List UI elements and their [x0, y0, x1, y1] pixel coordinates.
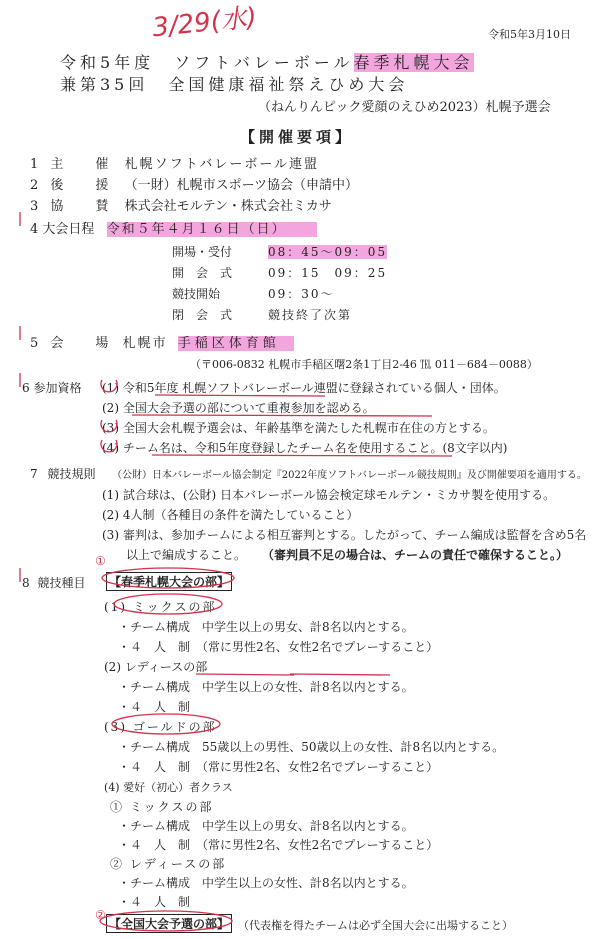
schedule-value: 09：30～ — [268, 287, 335, 301]
item-label: 主 催 — [50, 157, 111, 172]
item-no: 1 — [30, 157, 39, 172]
event-line-7: (3) ゴールドの部 — [104, 720, 217, 734]
rules-line-5: （審判員不足の場合は、チームの責任で確保すること。） — [262, 548, 569, 562]
item-no: 2 — [30, 178, 39, 193]
event-line-9: ・４ 人 制 （常に男性2名、女性2名でプレーすること） — [118, 760, 439, 774]
event-line-14: ② レディースの部 — [110, 857, 227, 871]
event-line-13: ・４ 人 制 （常に男性2名、女性2名でプレーすること） — [118, 838, 439, 852]
item-no: 6 — [22, 381, 30, 395]
event-line-16: ・４ 人 制 — [118, 895, 191, 909]
item-label: 参加資格 — [33, 381, 82, 395]
spring-header: 【春季札幌大会の部】 — [106, 572, 232, 591]
annotation-circle-2: ② — [95, 908, 106, 922]
item-no: 7 — [30, 467, 38, 481]
schedule-key: 競技開始 — [172, 287, 221, 301]
schedule-row-2 — [172, 264, 387, 281]
rules-row — [30, 465, 95, 482]
schedule-value: 競技終了次第 — [268, 308, 353, 322]
title-line-1a: 令和5年度 ソフトバレーボール — [60, 53, 354, 72]
event-line-5: ・チーム構成 中学生以上の女性、計8名以内とする。 — [118, 680, 414, 694]
event-line-15: ・チーム構成 中学生以上の女性、計8名以内とする。 — [118, 876, 414, 890]
rules-line-2: (2) 4人制（各種目の条件を満たしていること） — [102, 508, 359, 522]
event-line-4: (2) レディースの部 — [104, 660, 208, 674]
section-heading: 【開催要項】 — [240, 128, 355, 146]
event-line-3: ・４ 人 制 （常に男性2名、女性2名でプレーすること） — [118, 640, 439, 654]
event-line-11: ① ミックスの部 — [110, 800, 214, 814]
item-value: （一財）札幌市スポーツ協会（申請中） — [124, 178, 359, 193]
item-1 — [30, 153, 319, 172]
eligibility-row — [22, 379, 81, 396]
rules-line-3: (3) 審判は、参加チームによる相互審判とする。したがって、チーム編成は監督を含め5名 — [102, 528, 587, 542]
item-value: 札幌ソフトバレーボール連盟 — [124, 157, 320, 172]
schedule-key: 閉 会 式 — [172, 308, 233, 322]
schedule-row-1 — [172, 243, 387, 260]
schedule-value: 08：45～09：05 — [268, 245, 388, 259]
eligibility-line-4: (4) チーム名は、令和5年度登録したチーム名を使用すること。(8文字以内) — [102, 441, 508, 455]
item-label: 大会日程 — [42, 222, 95, 237]
event-line-6: ・４ 人 制 — [118, 700, 191, 714]
schedule-key: 開 会 式 — [172, 266, 233, 280]
item-no: 5 — [30, 336, 39, 351]
event-line-2: ・チーム構成 中学生以上の男女、計8名以内とする。 — [118, 620, 414, 634]
event-line-10: (4) 愛好（初心）者クラス — [104, 781, 233, 794]
schedule-value: 09：15 09：25 — [268, 266, 388, 280]
title-line-1b: 春季札幌大会 — [353, 53, 474, 72]
national-header: 【全国大会予選の部】 — [106, 914, 232, 933]
schedule-row-3 — [172, 285, 335, 302]
schedule-key: 開場・受付 — [172, 245, 233, 259]
event-line-8: ・チーム構成 55歳以上の男性、50歳以上の女性、計8名以内とする。 — [118, 740, 505, 754]
venue-name: 手稲区体育館 — [178, 336, 294, 351]
rules-line-0: （公財）日本バレーボール協会制定『2022年度ソフトバレーボール競技規則』及び開催要項を適用する。 — [112, 470, 587, 481]
item-value: 株式会社モルテン・株式会社ミカサ — [124, 199, 332, 214]
item-label: 会 場 — [50, 336, 111, 351]
schedule-row-4 — [172, 306, 352, 323]
issue-date: 令和5年3月10日 — [488, 28, 571, 41]
title-line-1 — [60, 50, 474, 73]
event-line-12: ・チーム構成 中学生以上の男女、計8名以内とする。 — [118, 819, 414, 833]
national-note: （代表権を得たチームは必ず全国大会に出場すること） — [238, 919, 513, 932]
venue-city: 札幌市 — [122, 336, 168, 351]
venue-row — [30, 332, 294, 351]
venue-address: （〒006-0832 札幌市手稲区曙2条1丁目2-46 ℡ 011－684－0088） — [190, 358, 538, 371]
item-label: 競技規則 — [47, 467, 96, 481]
title-line-3: （ねんりんピック愛顔のえひめ2023）札幌予選会 — [258, 100, 551, 115]
item-label: 競技種目 — [37, 576, 86, 590]
item-no: 3 — [30, 199, 39, 214]
rules-line-1: (1) 試合球は、(公財) 日本バレーボール協会検定球モルテン・ミカサ製を使用する。 — [102, 488, 556, 502]
handwritten-date: 3/29(水) — [150, 2, 259, 44]
item-no: 4 — [30, 222, 39, 237]
item-no: 8 — [22, 576, 30, 590]
item-3 — [30, 195, 332, 214]
rules-line-4: 以上で編成すること。 — [126, 548, 247, 562]
eligibility-line-1: (1) 令和5年度 札幌ソフトバレーボール連盟に登録されている個人・団体。 — [102, 381, 506, 395]
eligibility-line-2: (2) 全国大会予選の部について重複参加を認める。 — [102, 401, 375, 415]
event-date: 令和５年４月１６日（日） — [107, 222, 317, 237]
events-row — [22, 574, 85, 591]
event-line-1: (1) ミックスの部 — [104, 600, 217, 614]
item-label: 後 援 — [50, 178, 111, 193]
item-2 — [30, 174, 358, 193]
date-row — [30, 218, 317, 237]
item-label: 協 賛 — [50, 199, 111, 214]
annotation-circle-1: ① — [95, 554, 106, 568]
title-line-2: 兼第35回 全国健康福祉祭えひめ大会 — [60, 75, 409, 94]
eligibility-line-3: (3) 全国大会札幌予選会は、年齢基準を満たした札幌市在住の方とする。 — [102, 421, 495, 435]
